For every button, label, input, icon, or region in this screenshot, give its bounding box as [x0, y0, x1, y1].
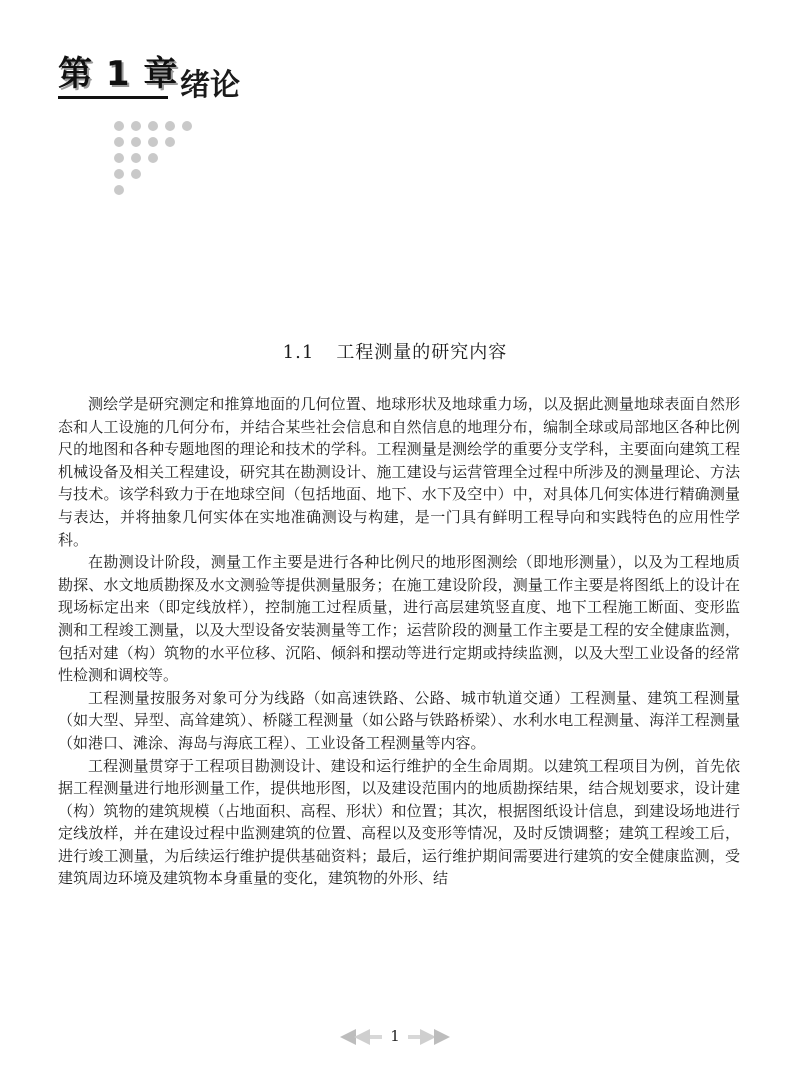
decorative-dot-grid — [113, 120, 233, 200]
right-arrow-decoration-icon — [408, 1028, 450, 1046]
chapter-title: 绪论 — [180, 68, 240, 103]
chapter-heading — [58, 52, 458, 103]
page-footer — [0, 1026, 790, 1050]
chapter-rule — [58, 96, 168, 99]
paragraph: 工程测量贯穿于工程项目勘测设计、建设和运行维护的全生命周期。以建筑工程项目为例，首先依据工程测量进行地形测量工作，提供地形图，以及建设范围内的地质勘探结果，结合规划要求，设计建（构）筑物的建筑规模（占地面积、高程、形状）和位置；其次，根据图纸设计信息，到建设场地进行定线放样，并在建设过程中监测建筑的位置、高程以及变形等情况，及时反馈调整；建筑工程竣工后，进行竣工测量，为后续运行维护提供基础资料；最后，运行维护期间需要进行建筑的安全健康监测，受建筑周边环境及建筑物本身重量的变化，建筑物的外形、结 — [58, 756, 740, 888]
page-number: 1 — [390, 1027, 400, 1045]
section-title — [0, 338, 790, 364]
paragraph: 测绘学是研究测定和推算地面的几何位置、地球形状及地球重力场，以及据此测量地球表面自然形态和人工设施的几何分布，并结合某些社会信息和自然信息的地理分布，编制全球或局部地区各种比例尺的地图和各种专题地图的理论和技术的学科。工程测量是测绘学的重要分支学科，主要面向建筑工程机械设备及相关工程建设，研究其在勘测设计、施工建设与运营管理全过程中所涉及的测量理论、方法与技术。该学科致力于在地球空间（包括地面、地下、水下及空中）中，对具体几何实体进行精确测量与表达，并将抽象几何实体在实地准确测设与构建，是一门具有鲜明工程导向和实践特色的应用性学科。 — [58, 395, 740, 549]
paragraph: 工程测量按服务对象可分为线路（如高速铁路、公路、城市轨道交通）工程测量、建筑工程测量（如大型、异型、高耸建筑）、桥隧工程测量（如公路与铁路桥梁）、水利水电工程测量、海洋工程测量（如港口、滩涂、海岛与海底工程）、工业设备工程测量等内容。 — [58, 688, 740, 752]
chapter-label: 第 1 章 — [58, 54, 179, 94]
body-text — [58, 393, 740, 890]
section-number: 1.1 — [282, 342, 315, 363]
paragraph: 在勘测设计阶段，测量工作主要是进行各种比例尺的地形图测绘（即地形测量），以及为工程地质勘探、水文地质勘探及水文测验等提供测量服务；在施工建设阶段，测量工作主要是将图纸上的设计在现场标定出来（即定线放样），控制施工过程质量，进行高层建筑竖直度、地下工程施工断面、变形监测和工程竣工测量，以及大型设备安装测量等工作；运营阶段的测量工作主要是工程的安全健康监测，包括对建（构）筑物的水平位移、沉陷、倾斜和摆动等进行定期或持续监测，以及大型工业设备的经常性检测和调校等。 — [58, 553, 740, 685]
section-heading-text: 工程测量的研究内容 — [336, 342, 508, 363]
